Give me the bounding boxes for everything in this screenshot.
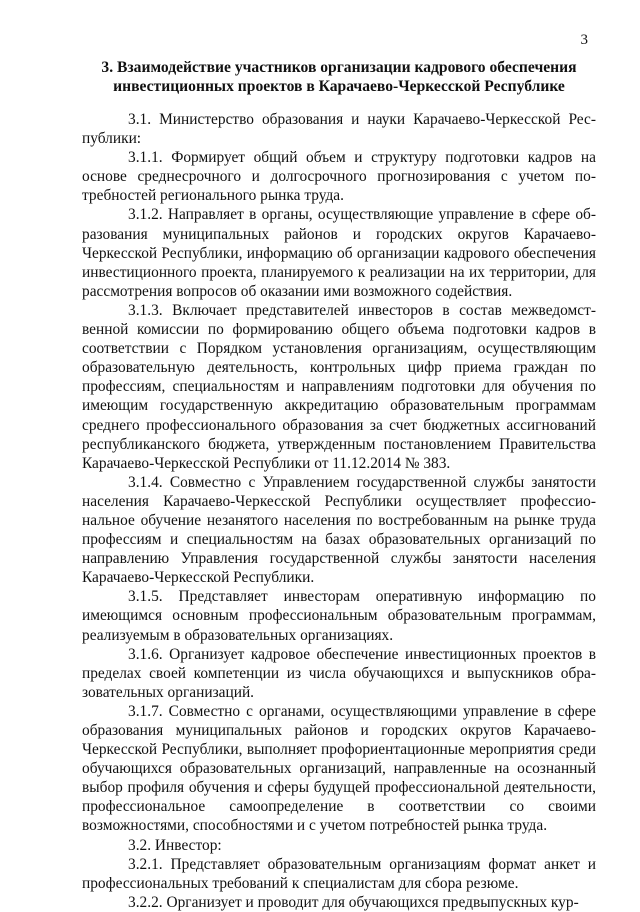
paragraph-3-1: 3.1. Министерство образования и науки Карачаево-Черкесской Республики: [82,111,596,148]
document-body [82,110,596,912]
paragraph-3-1-4: 3.1.4. Совместно с Управлением государственной службы занятости населения Карачаево-Черкесской Республики осуществляет профессиональное обучение незанятого населения по востребованным на рынке труда профессиям и специальностям на базах образовательных организаций по направлению Управления государственной службы занятости населения Карачаево-Черкесской Республики. [82,473,596,587]
paragraph-3-1-7: 3.1.7. Совместно с органами, осуществляющими управление в сфере образования муниципальных районов и городских округов Карачаево-Черкесской Республики, выполняет профориентационные мероприятия среди обучающихся образовательных организаций, направленные на осознанный выбор профиля обучения и сферы будущей профессиональной деятельности, профессиональное самоопределение в соответствии со своими возможностями, способностями и с учетом потребностей рынка труда. [82,702,596,835]
paragraph-3-1-2: 3.1.2. Направляет в органы, осуществляющие управление в сфере образования муниципальных районов и городских округов Карачаево-Черкесской Республики, информацию об организации кадрового обеспечения инвестиционного проекта, планируемого к реализации на их территории, для рассмотрения вопросов об оказании ими возможного содействия. [82,206,596,300]
paragraph-3-2: 3.2. Инвестор: [128,836,222,854]
paragraph-3-2-2: 3.2.2. Организует и проводит для обучающихся предвыпускных кур- [128,893,579,911]
section-heading [82,58,596,96]
paragraph-3-1-1: 3.1.1. Формирует общий объем и структуру подготовки кадров на основе среднесрочного и долгосрочного прогнозирования с учетом потребностей регионального рынка труда. [82,149,596,205]
paragraph-3-2-1: 3.2.1. Представляет образовательным организациям формат анкет и профессиональных требований к специалистам для сбора резюме. [82,855,596,892]
section-heading-line-1: 3. Взаимодействие участников организации кадрового обеспечения [101,59,577,76]
section-heading-line-2: инвестиционных проектов в Карачаево-Черкесской Республике [113,78,565,95]
paragraph-3-1-3: 3.1.3. Включает представителей инвесторов в состав межведомственной комиссии по формированию общего объема подготовки кадров в соответствии с Порядком установления организациям, осуществляющим образовательную деятельность, контрольных цифр приема граждан по профессиям, специальностям и направлениям подготовки для обучения по имеющим государственную аккредитацию образовательным программам среднего профессионального образования за счет бюджетных ассигнований республиканского бюджета, утвержденным постановлением Правительства Карачаево-Черкесской Республики от 11.12.2014 № 383. [82,301,596,472]
page-number: 3 [580,32,588,48]
paragraph-3-1-5: 3.1.5. Представляет инвесторам оперативную информацию по имеющимся основным профессиональным образовательным программам, реализуемым в образовательных организациях. [82,588,596,644]
paragraph-3-1-6: 3.1.6. Организует кадровое обеспечение инвестиционных проектов в пределах своей компетенции из числа обучающихся и выпускников образовательных организаций. [82,645,596,701]
